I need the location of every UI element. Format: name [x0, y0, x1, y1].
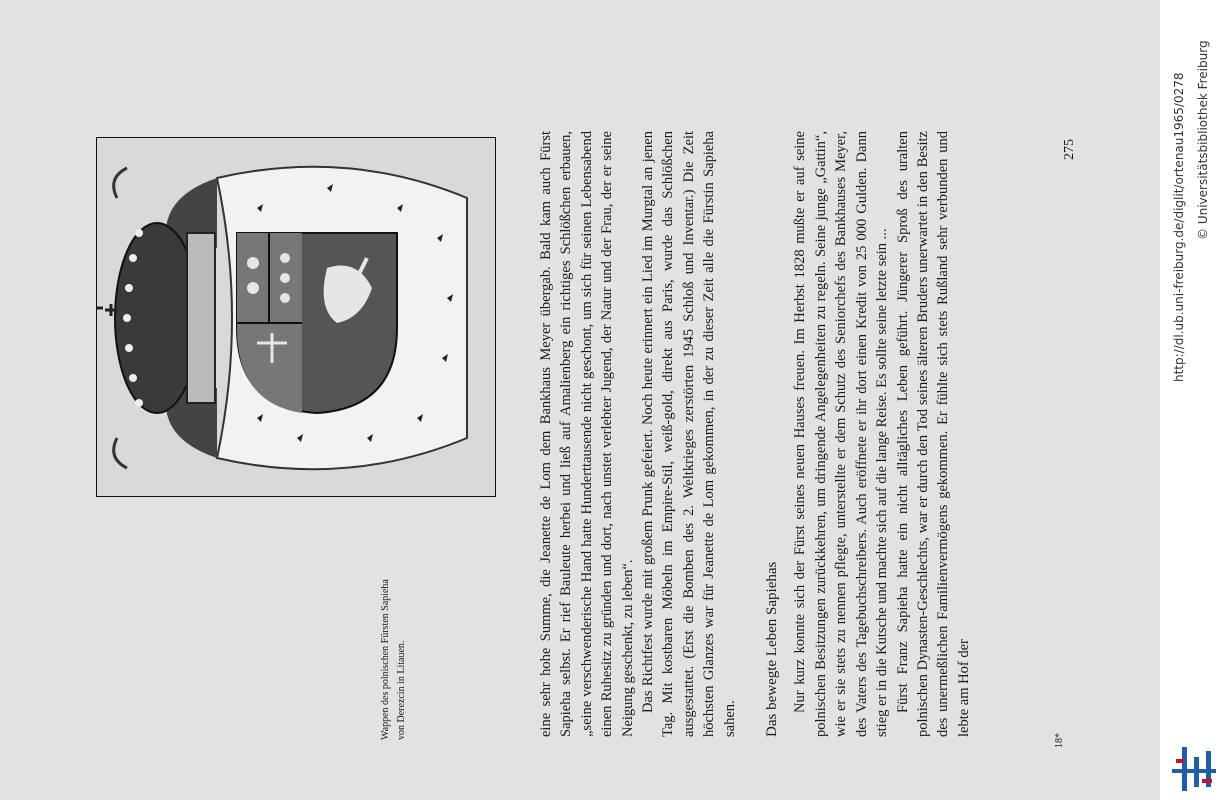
library-logo-icon	[1172, 745, 1216, 791]
copyright-credit: © Universitätsbibliothek Freiburg	[1196, 40, 1210, 240]
signature-mark: 18*	[1054, 733, 1065, 748]
section-heading: Das bewegte Leben Sapiehas	[764, 561, 781, 737]
paragraph-2: Das Richtfest wurde mit großem Prunk gefeiert. Noch heute erinnert ein Lied im Murgtal an jenen Tag. Mit kostbaren Möbeln im Empire-Stil, weiß-gold, direkt aus Paris, wurde das Schlößchen ausgestattet. (Erst die Bomben des 2. Weltkrieges zerstörten 1945 Schloß und Inventar.) Die Zeit höchsten Glanzes war für Jeanette de Lom gekommen, in der zu dieser Zeit alle die Fürstin Sapieha sahen.	[640, 131, 738, 737]
source-url-link[interactable]: http://dl.ub.uni-freiburg.de/diglit/ortenau1965/0278	[1172, 72, 1186, 382]
repository-sidebar	[1160, 0, 1220, 800]
coat-of-arms-image	[96, 137, 496, 497]
article-text	[536, 131, 974, 737]
page-number: 275	[1062, 139, 1077, 160]
paragraph-1: eine sehr hohe Summe, die Jeanette de Lom dem Bankhaus Meyer übergab. Bald kam auch Fürst Sapieha selbst. Er rief Bauleute herbei und ließ auf Amalienberg ein richtiges Schlößchen erbauen, „seine verschwenderische Hand hatte Hunderttausende nicht geschont, um sich für seinen Lebensabend einen Ruhesitz zu gründen und dort, nach unstet verlebter Jugend, der Natur und der Frau, der er seine Neigung geschenkt, zu leben“.	[538, 131, 636, 737]
caption-line-1: Wappen des polnischen Fürsten Sapieha	[380, 579, 391, 740]
paragraph-3: Nur kurz konnte sich der Fürst seines neuen Hauses freuen. Im Herbst 1828 mußte er auf seine polnischen Besitzungen zurückkehren, um dringende Angelegenheiten zu regeln. Seine junge „Gattin“, wie er sie stets zu nennen pflegte, unterstellte er dem Schutz des Seniorchefs des Bankhauses Meyer, des Vaters des Tagebuchschreibers. Auch eröffnete er ihr dort einen Kredit von 25 000 Gulden. Dann stieg er in die Kutsche und machte sich auf die lange Reise. Es sollte seine letzte sein ...	[792, 131, 891, 737]
caption-line-2: von Derezcin in Litauen.	[396, 640, 407, 740]
figure-caption	[378, 530, 410, 740]
paragraph-4: Fürst Franz Sapieha hatte ein nicht alltägliches Leben geführt. Jüngerer Sproß des uralten polnischen Dynasten-Geschlechts, war er durch den Tod seines älteren Bruders unerwartet in den Besitz des unermeßlichen Familienvermögens gekommen. Er fühlte sich stets Rußland sehr verbunden und lebte am Hof der	[894, 131, 972, 737]
